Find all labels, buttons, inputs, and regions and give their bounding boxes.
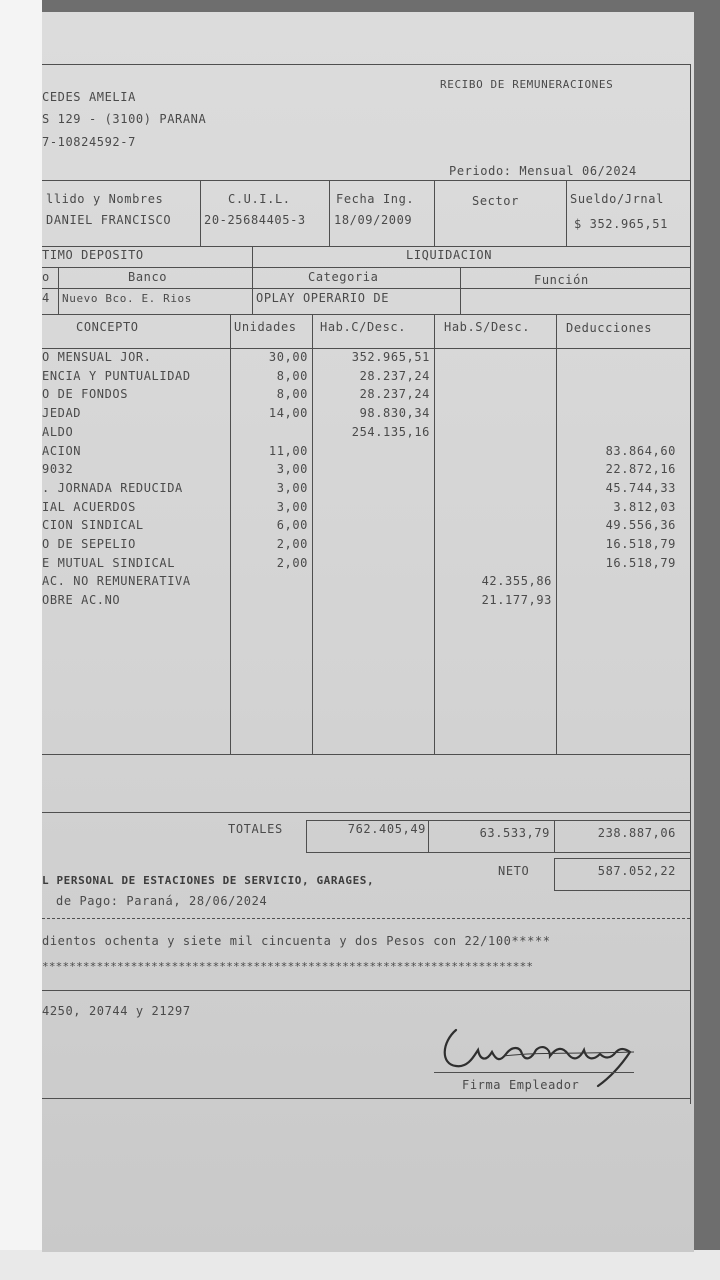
concepto-cell: ACION xyxy=(42,443,82,458)
employer-name: CEDES AMELIA xyxy=(42,90,136,104)
concepto-cell: AC. NO REMUNERATIVA xyxy=(42,574,191,589)
deposit-categoria: OPLAY OPERARIO DE xyxy=(256,291,390,305)
neto-label: NETO xyxy=(498,864,530,878)
table-bottom-rule xyxy=(42,754,690,755)
deduccion-cell: 83.864,60 xyxy=(605,443,676,458)
concepto-cell: O DE FONDOS xyxy=(42,387,129,402)
concepto-cell: OBRE AC.NO xyxy=(42,593,121,608)
footer-rule xyxy=(42,990,690,991)
total-hab-c-desc: 762.405,49 xyxy=(347,822,426,836)
label-fecha-ingreso: Fecha Ing. xyxy=(336,192,415,206)
label-categoria: Categoria xyxy=(308,270,379,284)
totals-box-top xyxy=(306,820,690,821)
concepto-cell: IAL ACUERDOS xyxy=(42,499,136,514)
employee-name: DANIEL FRANCISCO xyxy=(46,213,172,227)
deduccion-cell: 45.744,33 xyxy=(605,480,676,495)
total-hab-s-desc: 63.533,79 xyxy=(479,826,550,840)
header-hab-s-desc: Hab.S/Desc. xyxy=(444,320,531,334)
deduccion-cell: 22.872,16 xyxy=(605,462,676,477)
unidades-cell: 3,00 xyxy=(276,499,308,514)
lugar-fecha-pago: de Pago: Paraná, 28/06/2024 xyxy=(56,894,268,908)
label-sector: Sector xyxy=(472,194,519,208)
firma-empleador-label: Firma Empleador xyxy=(462,1078,580,1092)
unidades-cell: 30,00 xyxy=(268,350,308,364)
deposit-rule xyxy=(42,267,690,268)
deposit-banco: Nuevo Bco. E. Rios xyxy=(62,292,193,305)
totals-box-bottom xyxy=(306,852,690,853)
header-concepto: CONCEPTO xyxy=(76,320,139,334)
table-header-rule xyxy=(42,348,690,349)
column-divider xyxy=(434,314,435,754)
neto-box-left xyxy=(554,858,555,890)
neto-value: 587.052,22 xyxy=(597,864,676,878)
header-unidades: Unidades xyxy=(234,320,297,334)
employee-divider xyxy=(200,180,201,246)
payslip-document xyxy=(42,12,694,1252)
totals-divider xyxy=(428,820,429,852)
hab-c-desc-cell: 254.135,16 xyxy=(351,424,430,439)
employee-sueldo: $ 352.965,51 xyxy=(574,217,668,231)
stars-line: ************************************************************************ xyxy=(42,960,534,973)
period-label: Periodo: Mensual 06/2024 xyxy=(449,164,637,178)
totals-divider xyxy=(554,820,555,852)
leyes-text: 4250, 20744 y 21297 xyxy=(42,1004,191,1018)
deposit-index: 4 xyxy=(42,291,50,305)
employee-fecha-ingreso: 18/09/2009 xyxy=(334,213,413,227)
right-border xyxy=(690,64,691,1104)
concepto-cell: JEDAD xyxy=(42,406,82,421)
deduccion-cell: 3.812,03 xyxy=(613,499,676,514)
deposit-divider xyxy=(252,246,253,314)
concepto-cell: E MUTUAL SINDICAL xyxy=(42,555,176,570)
employee-divider xyxy=(329,180,330,246)
background-surface xyxy=(0,1250,720,1280)
unidades-cell: 11,00 xyxy=(268,443,308,458)
label-name: llido y Nombres xyxy=(46,192,164,206)
header-deducciones: Deducciones xyxy=(566,321,653,335)
hab-c-desc-cell: 28.237,24 xyxy=(359,368,430,383)
deduccion-cell: 16.518,79 xyxy=(605,555,676,570)
deposit-divider xyxy=(58,267,59,314)
employee-divider xyxy=(434,180,435,246)
label-funcion: Función xyxy=(534,273,589,287)
signature-line xyxy=(434,1072,634,1073)
deduccion-cell: 49.556,36 xyxy=(605,518,676,533)
deposit-header: TIMO DEPOSITO xyxy=(42,248,144,262)
neto-box-top xyxy=(554,858,690,859)
label-banco: Banco xyxy=(128,270,168,284)
document-bottom-rule xyxy=(42,1098,690,1099)
column-divider xyxy=(312,314,313,754)
totals-divider xyxy=(306,820,307,852)
amount-in-words: dientos ochenta y siete mil cincuenta y dos Pesos con 22/100***** xyxy=(42,934,551,948)
totals-label: TOTALES xyxy=(228,822,283,836)
unidades-cell: 2,00 xyxy=(276,555,308,570)
employee-cuil: 20-25684405-3 xyxy=(204,213,306,227)
deduccion-cell: 16.518,79 xyxy=(605,537,676,551)
total-deducciones: 238.887,06 xyxy=(597,826,676,840)
unidades-cell: 8,00 xyxy=(276,368,308,383)
unidades-cell: 8,00 xyxy=(276,387,308,402)
neto-box-bottom xyxy=(554,890,690,891)
hab-s-desc-cell: 21.177,93 xyxy=(481,593,552,608)
convenio-text: L PERSONAL DE ESTACIONES DE SERVICIO, GARAGES, xyxy=(42,874,375,887)
header-hab-c-desc: Hab.C/Desc. xyxy=(320,320,407,334)
deposit-rule xyxy=(42,288,690,289)
hab-s-desc-cell: 42.355,86 xyxy=(481,574,552,589)
employer-cuit: 7-10824592-7 xyxy=(42,135,136,149)
liquidacion-header: LIQUIDACION xyxy=(406,248,493,262)
hab-c-desc-cell: 352.965,51 xyxy=(351,350,430,364)
concepto-cell: ALDO xyxy=(42,424,74,439)
concepto-cell: O DE SEPELIO xyxy=(42,537,136,551)
unidades-cell: 3,00 xyxy=(276,480,308,495)
label-index: o xyxy=(42,270,50,284)
totals-rule xyxy=(42,812,690,813)
employee-box-bottom xyxy=(42,246,690,247)
employee-divider xyxy=(566,180,567,246)
concepto-cell: 9032 xyxy=(42,462,74,477)
footer-rule xyxy=(42,918,690,919)
label-sueldo: Sueldo/Jrnal xyxy=(570,192,664,206)
column-divider xyxy=(230,314,231,754)
unidades-cell: 2,00 xyxy=(276,537,308,551)
concepto-cell: . JORNADA REDUCIDA xyxy=(42,480,183,495)
label-cuil: C.U.I.L. xyxy=(228,192,291,206)
hab-c-desc-cell: 28.237,24 xyxy=(359,387,430,402)
hab-c-desc-cell: 98.830,34 xyxy=(359,406,430,421)
concepto-cell: ENCIA Y PUNTUALIDAD xyxy=(42,368,191,383)
deposit-rule xyxy=(42,314,690,315)
unidades-cell: 14,00 xyxy=(268,406,308,421)
employer-address: S 129 - (3100) PARANA xyxy=(42,112,207,126)
deposit-divider xyxy=(460,267,461,314)
document-title: RECIBO DE REMUNERACIONES xyxy=(440,78,614,91)
column-divider xyxy=(556,314,557,754)
unidades-cell: 6,00 xyxy=(276,518,308,533)
concepto-cell: O MENSUAL JOR. xyxy=(42,350,152,364)
header-top-rule xyxy=(42,64,690,65)
unidades-cell: 3,00 xyxy=(276,462,308,477)
concepto-cell: CION SINDICAL xyxy=(42,518,144,533)
employee-box-top xyxy=(42,180,690,181)
